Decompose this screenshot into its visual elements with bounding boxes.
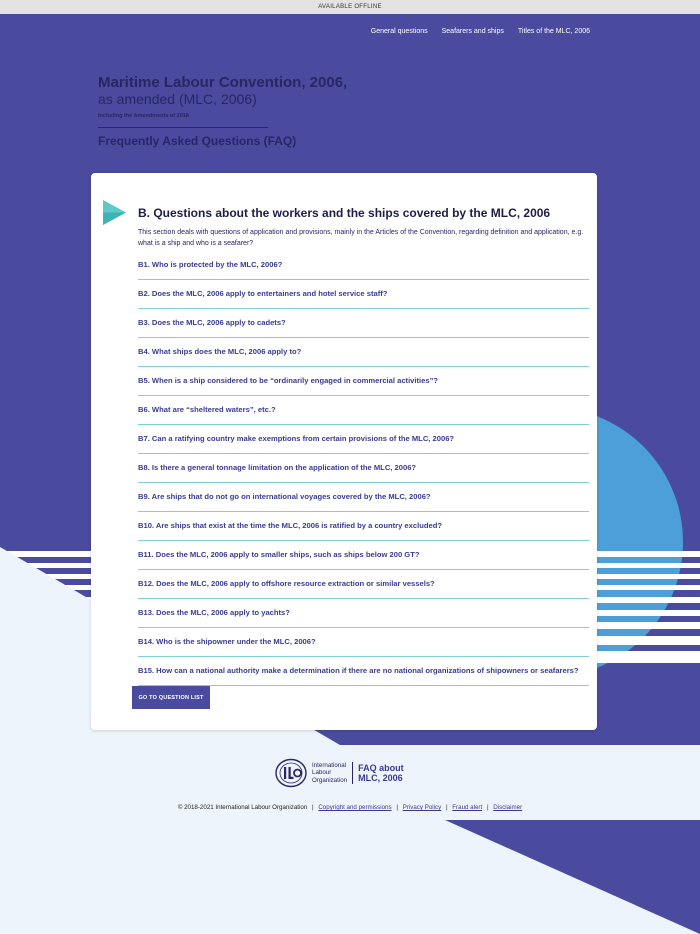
section-title: B. Questions about the workers and the ships covered by the MLC, 2006 bbox=[138, 206, 551, 220]
list-item bbox=[138, 454, 589, 483]
list-item bbox=[138, 338, 589, 367]
fraud-alert-link[interactable]: Fraud alert bbox=[452, 804, 483, 811]
list-item bbox=[138, 512, 589, 541]
separator: | bbox=[486, 804, 489, 811]
question-link-b4[interactable]: B4. What ships does the MLC, 2006 apply to? bbox=[138, 347, 302, 356]
amendments-note: Including the Amendments of 2018 bbox=[98, 113, 189, 119]
nav-general-questions[interactable]: General questions bbox=[370, 28, 428, 35]
section-description: This section deals with questions of application and provisions, mainly in the Articles of the Convention, regarding definition and application, e.g. what is a ship and who is a seafarer? bbox=[138, 229, 584, 247]
question-link-b13[interactable]: B13. Does the MLC, 2006 apply to yachts? bbox=[138, 608, 290, 617]
question-link-b8[interactable]: B8. Is there a general tonnage limitation on the application of the MLC, 2006? bbox=[138, 463, 417, 472]
question-link-b5[interactable]: B5. When is a ship considered to be “ordinarily engaged in commercial activities”? bbox=[138, 376, 439, 385]
list-item bbox=[138, 628, 589, 657]
hero-header bbox=[98, 74, 347, 148]
list-item bbox=[138, 396, 589, 425]
footer-copyright bbox=[0, 804, 700, 811]
ilo-logo[interactable] bbox=[274, 758, 404, 788]
privacy-policy-link[interactable]: Privacy Policy bbox=[402, 804, 442, 811]
list-item bbox=[138, 599, 589, 628]
list-item bbox=[138, 280, 589, 309]
page-title: Maritime Labour Convention, 2006, bbox=[98, 74, 348, 91]
separator: | bbox=[445, 804, 448, 811]
go-to-question-list-button[interactable]: GO TO QUESTION LIST bbox=[132, 686, 210, 709]
available-offline-banner: AVAILABLE OFFLINE bbox=[0, 0, 700, 14]
list-item bbox=[138, 657, 589, 686]
ilo-name-line: International bbox=[312, 761, 347, 769]
copyright-permissions-link[interactable]: Copyright and permissions bbox=[318, 804, 392, 811]
list-item bbox=[138, 367, 589, 396]
separator: | bbox=[396, 804, 398, 811]
question-link-b1[interactable]: B1. Who is protected by the MLC, 2006? bbox=[138, 260, 283, 269]
list-item bbox=[138, 309, 589, 338]
page-subtitle: as amended (MLC, 2006) bbox=[98, 91, 257, 107]
list-item bbox=[138, 570, 589, 599]
question-link-b10[interactable]: B10. Are ships that exist at the time the MLC, 2006 is ratified by a country excluded? bbox=[138, 521, 442, 530]
list-item bbox=[138, 425, 589, 454]
separator: | bbox=[312, 804, 314, 811]
section-card bbox=[91, 173, 597, 730]
nav-seafarers-and-ships[interactable]: Seafarers and ships bbox=[441, 28, 504, 35]
nav-titles-of-mlc[interactable]: Titles of the MLC, 2006 bbox=[517, 28, 590, 35]
question-link-b2[interactable]: B2. Does the MLC, 2006 apply to entertainers and hotel service staff? bbox=[138, 289, 388, 298]
play-arrow-icon bbox=[103, 200, 126, 225]
question-link-b9[interactable]: B9. Are ships that do not go on international voyages covered by the MLC, 2006? bbox=[138, 492, 431, 501]
faq-brand-line: FAQ about bbox=[358, 763, 404, 773]
question-link-b15[interactable]: B15. How can a national authority make a determination if there are no national organizations of shipowners or seafarers? bbox=[138, 666, 579, 675]
ilo-name-line: Labour bbox=[312, 769, 332, 777]
question-link-b14[interactable]: B14. Who is the shipowner under the MLC, 2006? bbox=[138, 637, 316, 646]
question-link-b11[interactable]: B11. Does the MLC, 2006 apply to smaller ships, such as ships below 200 GT? bbox=[138, 550, 420, 559]
question-link-b6[interactable]: B6. What are “sheltered waters”, etc.? bbox=[138, 405, 276, 414]
question-link-b7[interactable]: B7. Can a ratifying country make exemptions from certain provisions of the MLC, 2006? bbox=[138, 434, 455, 443]
faq-brand-label bbox=[358, 763, 404, 783]
ilo-name bbox=[312, 762, 353, 785]
question-link-b12[interactable]: B12. Does the MLC, 2006 apply to offshore resource extraction or similar vessels? bbox=[138, 579, 435, 588]
ilo-emblem-icon bbox=[274, 758, 308, 788]
list-item bbox=[138, 541, 589, 570]
top-navigation bbox=[371, 28, 590, 35]
disclaimer-link[interactable]: Disclaimer bbox=[493, 804, 523, 811]
copyright-text: © 2018-2021 International Labour Organization bbox=[177, 804, 308, 811]
faq-brand-line: MLC, 2006 bbox=[358, 773, 403, 783]
ilo-name-line: Organization bbox=[312, 776, 348, 784]
list-item bbox=[138, 483, 589, 512]
question-list bbox=[138, 251, 589, 686]
faq-heading: Frequently Asked Questions (FAQ) bbox=[98, 134, 297, 148]
list-item bbox=[138, 251, 589, 280]
hero-divider bbox=[98, 127, 268, 128]
question-link-b3[interactable]: B3. Does the MLC, 2006 apply to cadets? bbox=[138, 318, 286, 327]
